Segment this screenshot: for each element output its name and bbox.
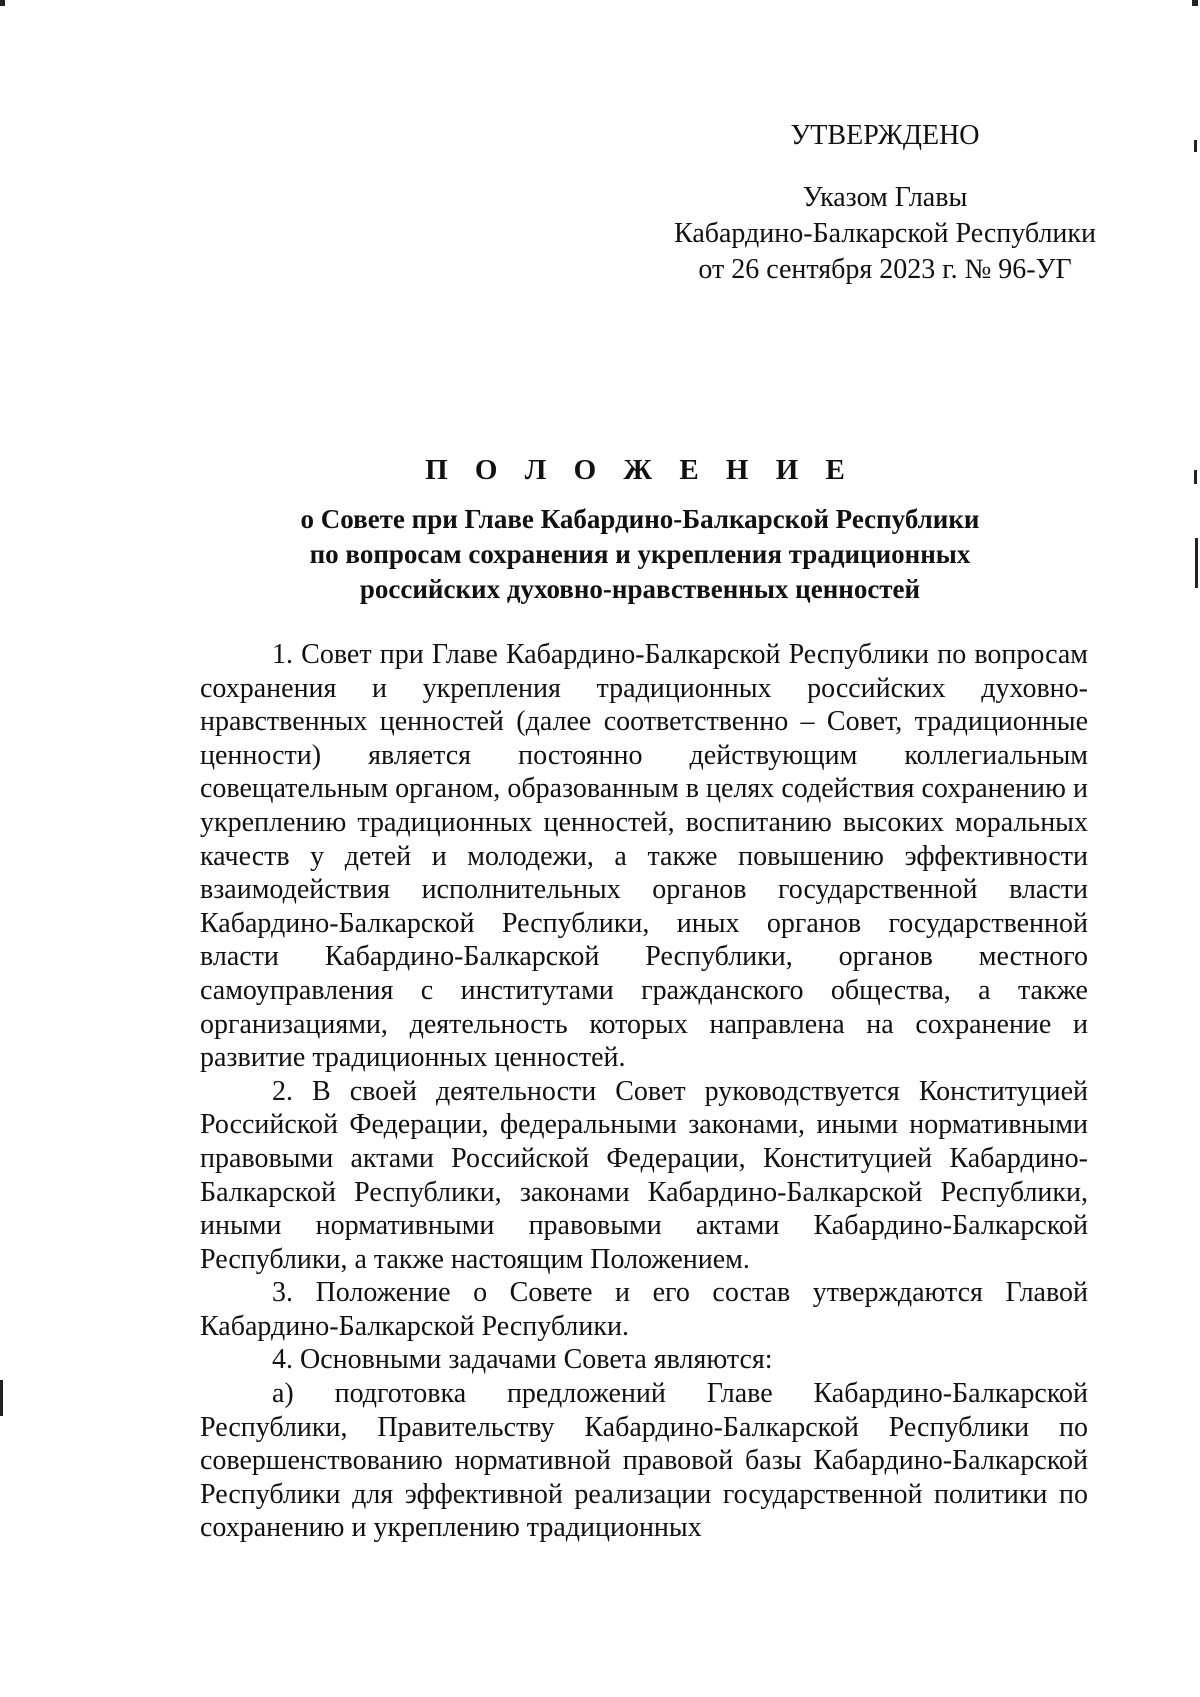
scan-mark-right-2 [1194,470,1197,484]
scan-mark-right-3 [1195,538,1198,588]
document-title: П О Л О Ж Е Н И Е [425,454,855,486]
subtitle-line: о Совете при Главе Кабардино-Балкарской Республики [300,504,980,534]
paragraph-3: 3. Положение о Совете и его состав утверждаются Главой Кабардино-Балкарской Республики. [200,1277,1088,1342]
scan-mark-top-right [1192,0,1198,6]
approval-line: Указом Главы [802,182,968,213]
approval-block [600,118,1170,288]
approval-line: Кабардино-Балкарской Республики [674,218,1096,249]
paragraph-4: 4. Основными задачами Совета являются: [272,1344,773,1376]
subtitle-line: по вопросам сохранения и укрепления традиционных [309,539,971,569]
paragraph-4a: а) подготовка предложений Главе Кабардино-Балкарской Республики, Правительству Кабардино-Балкарской Республики по совершенствованию нормативной правовой базы Кабардино-Балкарской Республики для эффективной реализации государственной политики по сохранению и укреплению традиционных [200,1378,1088,1544]
scan-mark-right-1 [1194,140,1197,152]
scan-mark-left [0,1380,3,1416]
document-subtitle [200,502,1080,607]
scan-mark-top-left [0,0,5,6]
document-body [200,638,1088,1545]
approval-title: УТВЕРЖДЕНО [790,120,980,151]
paragraph-2: 2. В своей деятельности Совет руководствуется Конституцией Российской Федерации, федеральными законами, иными нормативными правовыми актами Российской Федерации, Конституцией Кабардино-Балкарской Республики, законами Кабардино-Балкарской Республики, иными нормативными правовыми актами Кабардино-Балкарской Республики, а также настоящим Положением. [200,1075,1088,1275]
subtitle-line: российских духовно-нравственных ценностей [359,574,921,604]
approval-line: от 26 сентября 2023 г. № 96-УГ [698,254,1072,285]
document-heading [200,452,1080,607]
paragraph-1: 1. Совет при Главе Кабардино-Балкарской Республики по вопросам сохранения и укрепления традиционных российских духовно-нравственных ценностей (далее соответственно – Совет, традиционные ценности) является постоянно действующим коллегиальным совещательным органом, образованным в целях содействия сохранению и укреплению традиционных ценностей, воспитанию высоких моральных качеств у детей и молодежи, а также повышению эффективности взаимодействия исполнительных органов государственной власти Кабардино-Балкарской Республики, иных органов государственной власти Кабардино-Балкарской Республики, органов местного самоуправления с институтами гражданского общества, а также организациями, деятельность которых направлена на сохранение и развитие традиционных ценностей. [200,639,1088,1074]
